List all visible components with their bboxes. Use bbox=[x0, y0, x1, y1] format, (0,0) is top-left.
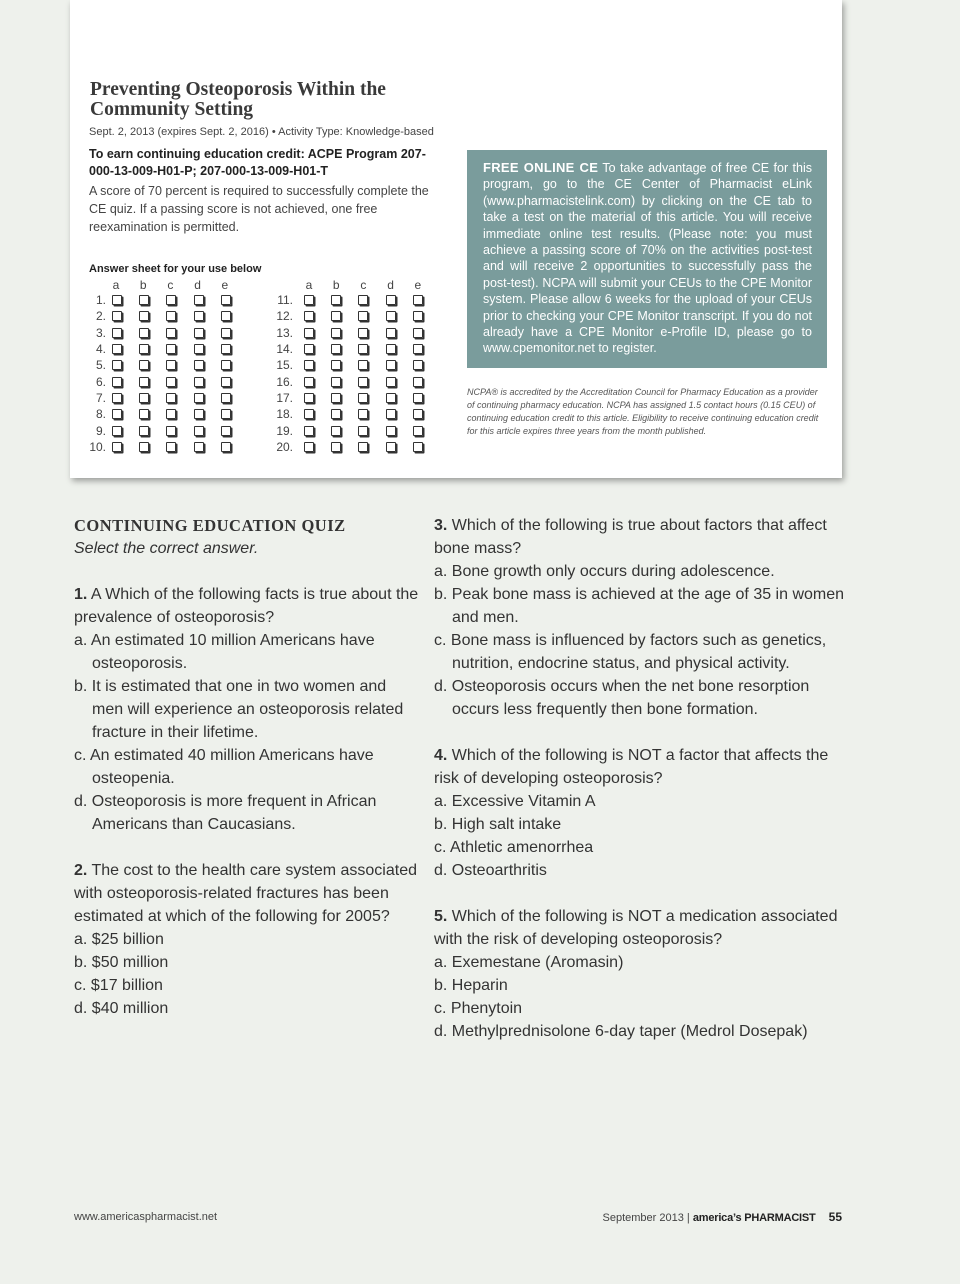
answer-option: c. Bone mass is influenced by factors such as genetics, nutrition, endocrine status, and physical activity. bbox=[434, 632, 827, 672]
answer-checkbox[interactable] bbox=[112, 328, 122, 338]
answer-checkbox[interactable] bbox=[331, 311, 341, 321]
answer-checkbox[interactable] bbox=[358, 360, 368, 370]
answer-checkbox[interactable] bbox=[221, 377, 231, 387]
answer-checkbox[interactable] bbox=[358, 311, 368, 321]
answer-checkbox[interactable] bbox=[166, 295, 176, 305]
answer-checkbox[interactable] bbox=[112, 344, 122, 354]
answer-checkbox[interactable] bbox=[139, 344, 149, 354]
question-text: Which of the following is true about factors that affect bone mass? bbox=[434, 517, 827, 557]
answer-checkbox[interactable] bbox=[413, 393, 423, 403]
answer-checkbox[interactable] bbox=[331, 409, 341, 419]
answer-checkbox[interactable] bbox=[166, 344, 176, 354]
footer-issue bbox=[603, 1210, 843, 1224]
answer-option: c. An estimated 40 million Americans have osteopenia. bbox=[74, 747, 374, 787]
answer-checkbox[interactable] bbox=[358, 409, 368, 419]
answer-letter: c bbox=[167, 278, 174, 292]
page-number: 55 bbox=[828, 1210, 842, 1224]
answer-checkbox[interactable] bbox=[194, 360, 204, 370]
answer-checkbox[interactable] bbox=[166, 426, 176, 436]
answer-checkbox[interactable] bbox=[304, 311, 314, 321]
answer-letter: e bbox=[414, 278, 422, 292]
answer-checkbox[interactable] bbox=[112, 393, 122, 403]
question-4 bbox=[434, 744, 846, 790]
answer-checkbox[interactable] bbox=[139, 328, 149, 338]
answer-checkbox[interactable] bbox=[386, 360, 396, 370]
answer-checkbox[interactable] bbox=[358, 328, 368, 338]
answer-checkbox[interactable] bbox=[166, 409, 176, 419]
answer-checkbox[interactable] bbox=[221, 295, 231, 305]
question-text: Which of the following is NOT a medication associated with the risk of developing osteoporosis? bbox=[434, 908, 838, 948]
answer-row-number: 1. bbox=[95, 293, 106, 307]
answer-checkbox[interactable] bbox=[413, 344, 423, 354]
answer-checkbox[interactable] bbox=[304, 360, 314, 370]
footer-separator: | bbox=[686, 1212, 690, 1224]
answer-checkbox[interactable] bbox=[386, 295, 396, 305]
answer-option: d. $40 million bbox=[74, 1000, 169, 1017]
answer-option: a. Excessive Vitamin A bbox=[434, 793, 596, 810]
ncpa-accreditation-note: NCPA® is accredited by the Accreditation Council for Pharmacy Education as a provider of continuing pharmacy education. NCPA has assigned 1.5 contact hours (0.15 CEU) of continuing education credit to this article. Eligibility to receive continuing education credit for this article expires three years from the month published. bbox=[467, 387, 819, 436]
score-note: A score of 70 percent is required to successfully complete the CE quiz. If a passing score is not achieved, one free reexamination is permitted. bbox=[89, 184, 429, 234]
answer-row-number: 17. bbox=[276, 391, 293, 406]
answer-checkbox[interactable] bbox=[112, 409, 122, 419]
answer-letter: b bbox=[332, 278, 340, 292]
answer-checkbox[interactable] bbox=[194, 295, 204, 305]
answer-checkbox[interactable] bbox=[304, 328, 314, 338]
answer-checkbox[interactable] bbox=[358, 344, 368, 354]
ce-info-panel bbox=[70, 0, 842, 478]
answer-checkbox[interactable] bbox=[221, 426, 231, 436]
answer-option: b. High salt intake bbox=[434, 816, 562, 833]
answer-checkbox[interactable] bbox=[331, 328, 341, 338]
answer-checkbox[interactable] bbox=[304, 377, 314, 387]
free-online-ce-box bbox=[467, 150, 827, 368]
answer-checkbox[interactable] bbox=[194, 442, 204, 452]
answer-option: c. Athletic amenorrhea bbox=[434, 839, 594, 856]
answer-checkbox[interactable] bbox=[139, 393, 149, 403]
answer-row-number: 10. bbox=[89, 440, 106, 455]
answer-row-number: 6. bbox=[95, 374, 106, 389]
answer-checkbox[interactable] bbox=[139, 377, 149, 387]
answer-checkbox[interactable] bbox=[166, 393, 176, 403]
answer-letter: d bbox=[194, 278, 201, 292]
question-number: 1. bbox=[74, 586, 88, 603]
answer-checkbox[interactable] bbox=[112, 295, 122, 305]
footer-url: www.americaspharmacist.net bbox=[74, 1211, 218, 1223]
answer-row-number: 3. bbox=[95, 325, 106, 340]
quiz-title: CONTINUING EDUCATION QUIZ bbox=[74, 516, 346, 535]
quiz-subtitle: Select the correct answer. bbox=[74, 540, 259, 557]
answer-checkbox[interactable] bbox=[331, 360, 341, 370]
answer-row-number: 9. bbox=[95, 423, 106, 438]
answer-option: d. Osteoporosis is more frequent in African Americans than Caucasians. bbox=[74, 793, 377, 833]
answer-checkbox[interactable] bbox=[221, 442, 231, 452]
answer-checkbox[interactable] bbox=[413, 442, 423, 452]
answer-row-number: 18. bbox=[276, 407, 293, 422]
answer-checkbox[interactable] bbox=[331, 377, 341, 387]
answer-checkbox[interactable] bbox=[221, 360, 231, 370]
answer-checkbox[interactable] bbox=[358, 377, 368, 387]
answer-row-number: 19. bbox=[276, 423, 293, 438]
answer-option: a. $25 billion bbox=[74, 931, 164, 948]
answer-checkbox[interactable] bbox=[413, 328, 423, 338]
answer-option: d. Osteoporosis occurs when the net bone resorption occurs less frequently then bone formation. bbox=[434, 678, 810, 718]
answer-checkbox[interactable] bbox=[331, 344, 341, 354]
answer-row-number: 7. bbox=[95, 391, 106, 406]
answer-checkbox[interactable] bbox=[139, 442, 149, 452]
answer-letter: b bbox=[139, 278, 147, 292]
answer-option: b. It is estimated that one in two women and men will experience an osteoporosis related fracture in their lifetime. bbox=[74, 678, 404, 741]
article-title: Preventing Osteoporosis Within the Community Setting bbox=[90, 79, 386, 120]
answer-option: b. Peak bone mass is achieved at the age of 35 in women and men. bbox=[434, 586, 845, 626]
answer-letter: a bbox=[305, 278, 313, 292]
answer-option: d. Methylprednisolone 6-day taper (Medrol Dosepak) bbox=[434, 1023, 808, 1040]
answer-checkbox[interactable] bbox=[386, 426, 396, 436]
answer-checkbox[interactable] bbox=[386, 393, 396, 403]
question-text: The cost to the health care system associated with osteoporosis-related fractures has been estimated at which of the following for 2005? bbox=[74, 862, 417, 925]
answer-checkbox[interactable] bbox=[112, 442, 122, 452]
question-number: 2. bbox=[74, 862, 88, 879]
answer-checkbox[interactable] bbox=[194, 393, 204, 403]
answer-row-number: 20. bbox=[276, 440, 293, 455]
question-5 bbox=[434, 905, 846, 951]
question-2 bbox=[74, 859, 419, 928]
answer-sheet-title: Answer sheet for your use below bbox=[89, 263, 262, 275]
answer-checkbox[interactable] bbox=[139, 295, 149, 305]
answer-checkbox[interactable] bbox=[112, 360, 122, 370]
answer-option: a. Exemestane (Aromasin) bbox=[434, 954, 624, 971]
answer-checkbox[interactable] bbox=[221, 393, 231, 403]
answer-letter: e bbox=[221, 278, 229, 292]
magazine-logo: america’s PHARMACIST bbox=[692, 1212, 816, 1224]
answer-row-number: 15. bbox=[276, 358, 293, 373]
answer-row-number: 16. bbox=[276, 374, 293, 389]
answer-checkbox[interactable] bbox=[358, 426, 368, 436]
answer-option: a. An estimated 10 million Americans have osteoporosis. bbox=[74, 632, 375, 672]
answer-checkbox[interactable] bbox=[221, 328, 231, 338]
answer-checkbox[interactable] bbox=[331, 442, 341, 452]
answer-checkbox[interactable] bbox=[304, 393, 314, 403]
answer-checkbox[interactable] bbox=[413, 377, 423, 387]
answer-option: c. Phenytoin bbox=[434, 1000, 523, 1017]
answer-checkbox[interactable] bbox=[413, 426, 423, 436]
answer-checkbox[interactable] bbox=[166, 377, 176, 387]
answer-checkbox[interactable] bbox=[304, 295, 314, 305]
answer-letter: a bbox=[112, 278, 120, 292]
answer-checkbox[interactable] bbox=[166, 442, 176, 452]
quiz-column-left bbox=[74, 514, 419, 1020]
answer-checkbox[interactable] bbox=[386, 442, 396, 452]
answer-row-number: 11. bbox=[277, 293, 293, 307]
answer-checkbox[interactable] bbox=[112, 377, 122, 387]
answer-checkbox[interactable] bbox=[139, 426, 149, 436]
answer-checkbox[interactable] bbox=[221, 311, 231, 321]
answer-option: b. $50 million bbox=[74, 954, 169, 971]
answer-checkbox[interactable] bbox=[386, 311, 396, 321]
answer-checkbox[interactable] bbox=[358, 295, 368, 305]
answer-option: a. Bone growth only occurs during adolescence. bbox=[434, 563, 775, 580]
answer-checkbox[interactable] bbox=[139, 360, 149, 370]
answer-checkbox[interactable] bbox=[304, 442, 314, 452]
earn-credit-heading: To earn continuing education credit: ACPE Program 207-000-13-009-H01-P; 207-000-13-009-H01-T bbox=[89, 147, 426, 178]
answer-checkbox[interactable] bbox=[221, 344, 231, 354]
answer-checkbox[interactable] bbox=[166, 311, 176, 321]
answer-checkbox[interactable] bbox=[358, 393, 368, 403]
answer-row-number: 2. bbox=[95, 309, 106, 324]
answer-checkbox[interactable] bbox=[304, 344, 314, 354]
quiz-column-right bbox=[434, 514, 846, 1043]
answer-row-number: 5. bbox=[95, 358, 106, 373]
answer-checkbox[interactable] bbox=[358, 442, 368, 452]
question-text: A Which of the following facts is true about the prevalence of osteoporosis? bbox=[74, 586, 419, 626]
answer-row-number: 4. bbox=[95, 342, 106, 357]
answer-checkbox[interactable] bbox=[413, 360, 423, 370]
question-text: Which of the following is NOT a factor that affects the risk of developing osteoporosis? bbox=[434, 747, 829, 787]
answer-checkbox[interactable] bbox=[139, 409, 149, 419]
answer-checkbox[interactable] bbox=[386, 344, 396, 354]
answer-checkbox[interactable] bbox=[194, 409, 204, 419]
answer-checkbox[interactable] bbox=[166, 328, 176, 338]
answer-row-number: 8. bbox=[95, 407, 106, 422]
answer-letter: c bbox=[360, 278, 367, 292]
answer-checkbox[interactable] bbox=[304, 409, 314, 419]
question-number: 4. bbox=[434, 747, 448, 764]
question-number: 3. bbox=[434, 517, 448, 534]
answer-checkbox[interactable] bbox=[112, 311, 122, 321]
answer-checkbox[interactable] bbox=[194, 311, 204, 321]
answer-checkbox[interactable] bbox=[139, 311, 149, 321]
footer-date: September 2013 bbox=[602, 1212, 684, 1224]
answer-option: c. $17 billion bbox=[74, 977, 163, 994]
answer-checkbox[interactable] bbox=[386, 328, 396, 338]
answer-option: d. Osteoarthritis bbox=[434, 862, 547, 879]
answer-row-number: 13. bbox=[276, 325, 293, 340]
free-ce-body: To take advantage of free CE for this program, go to the CE Center of Pharmacist eLink (www.pharmacistelink.com) by clicking on the CE tab to take a test on the material of this article. You will receive immediate online test results. (Please note: you must achieve a passing score of 70% on the activities post-test and will receive 2 opportunities to successfully pass the post-test). NCPA will submit your CEUs to the CPE Monitor system. Please allow 6 weeks for the upload of your CEUs prior to checking your CPE Monitor transcript. If you do not already have a CPE Monitor e-Profile ID, please go to www.cpemonitor.net to register. bbox=[483, 161, 813, 356]
answer-checkbox[interactable] bbox=[304, 426, 314, 436]
answer-checkbox[interactable] bbox=[413, 295, 423, 305]
answer-letter: d bbox=[387, 278, 394, 292]
answer-checkbox[interactable] bbox=[331, 295, 341, 305]
answer-checkbox[interactable] bbox=[194, 426, 204, 436]
answer-checkbox[interactable] bbox=[413, 409, 423, 419]
question-3 bbox=[434, 514, 846, 560]
answer-row-number: 12. bbox=[276, 309, 293, 324]
question-1 bbox=[74, 583, 419, 629]
answer-checkbox[interactable] bbox=[194, 344, 204, 354]
answer-checkbox[interactable] bbox=[166, 360, 176, 370]
answer-checkbox[interactable] bbox=[194, 328, 204, 338]
answer-row-number: 14. bbox=[276, 342, 293, 357]
answer-checkbox[interactable] bbox=[221, 409, 231, 419]
answer-checkbox[interactable] bbox=[331, 393, 341, 403]
question-number: 5. bbox=[434, 908, 448, 925]
answer-checkbox[interactable] bbox=[413, 311, 423, 321]
answer-checkbox[interactable] bbox=[331, 426, 341, 436]
answer-checkbox[interactable] bbox=[112, 426, 122, 436]
free-ce-lead: FREE ONLINE CE bbox=[483, 160, 599, 175]
answer-checkbox[interactable] bbox=[386, 409, 396, 419]
article-dates: Sept. 2, 2013 (expires Sept. 2, 2016) • Activity Type: Knowledge-based bbox=[89, 126, 434, 138]
answer-option: b. Heparin bbox=[434, 977, 508, 994]
answer-checkbox[interactable] bbox=[194, 377, 204, 387]
answer-checkbox[interactable] bbox=[386, 377, 396, 387]
